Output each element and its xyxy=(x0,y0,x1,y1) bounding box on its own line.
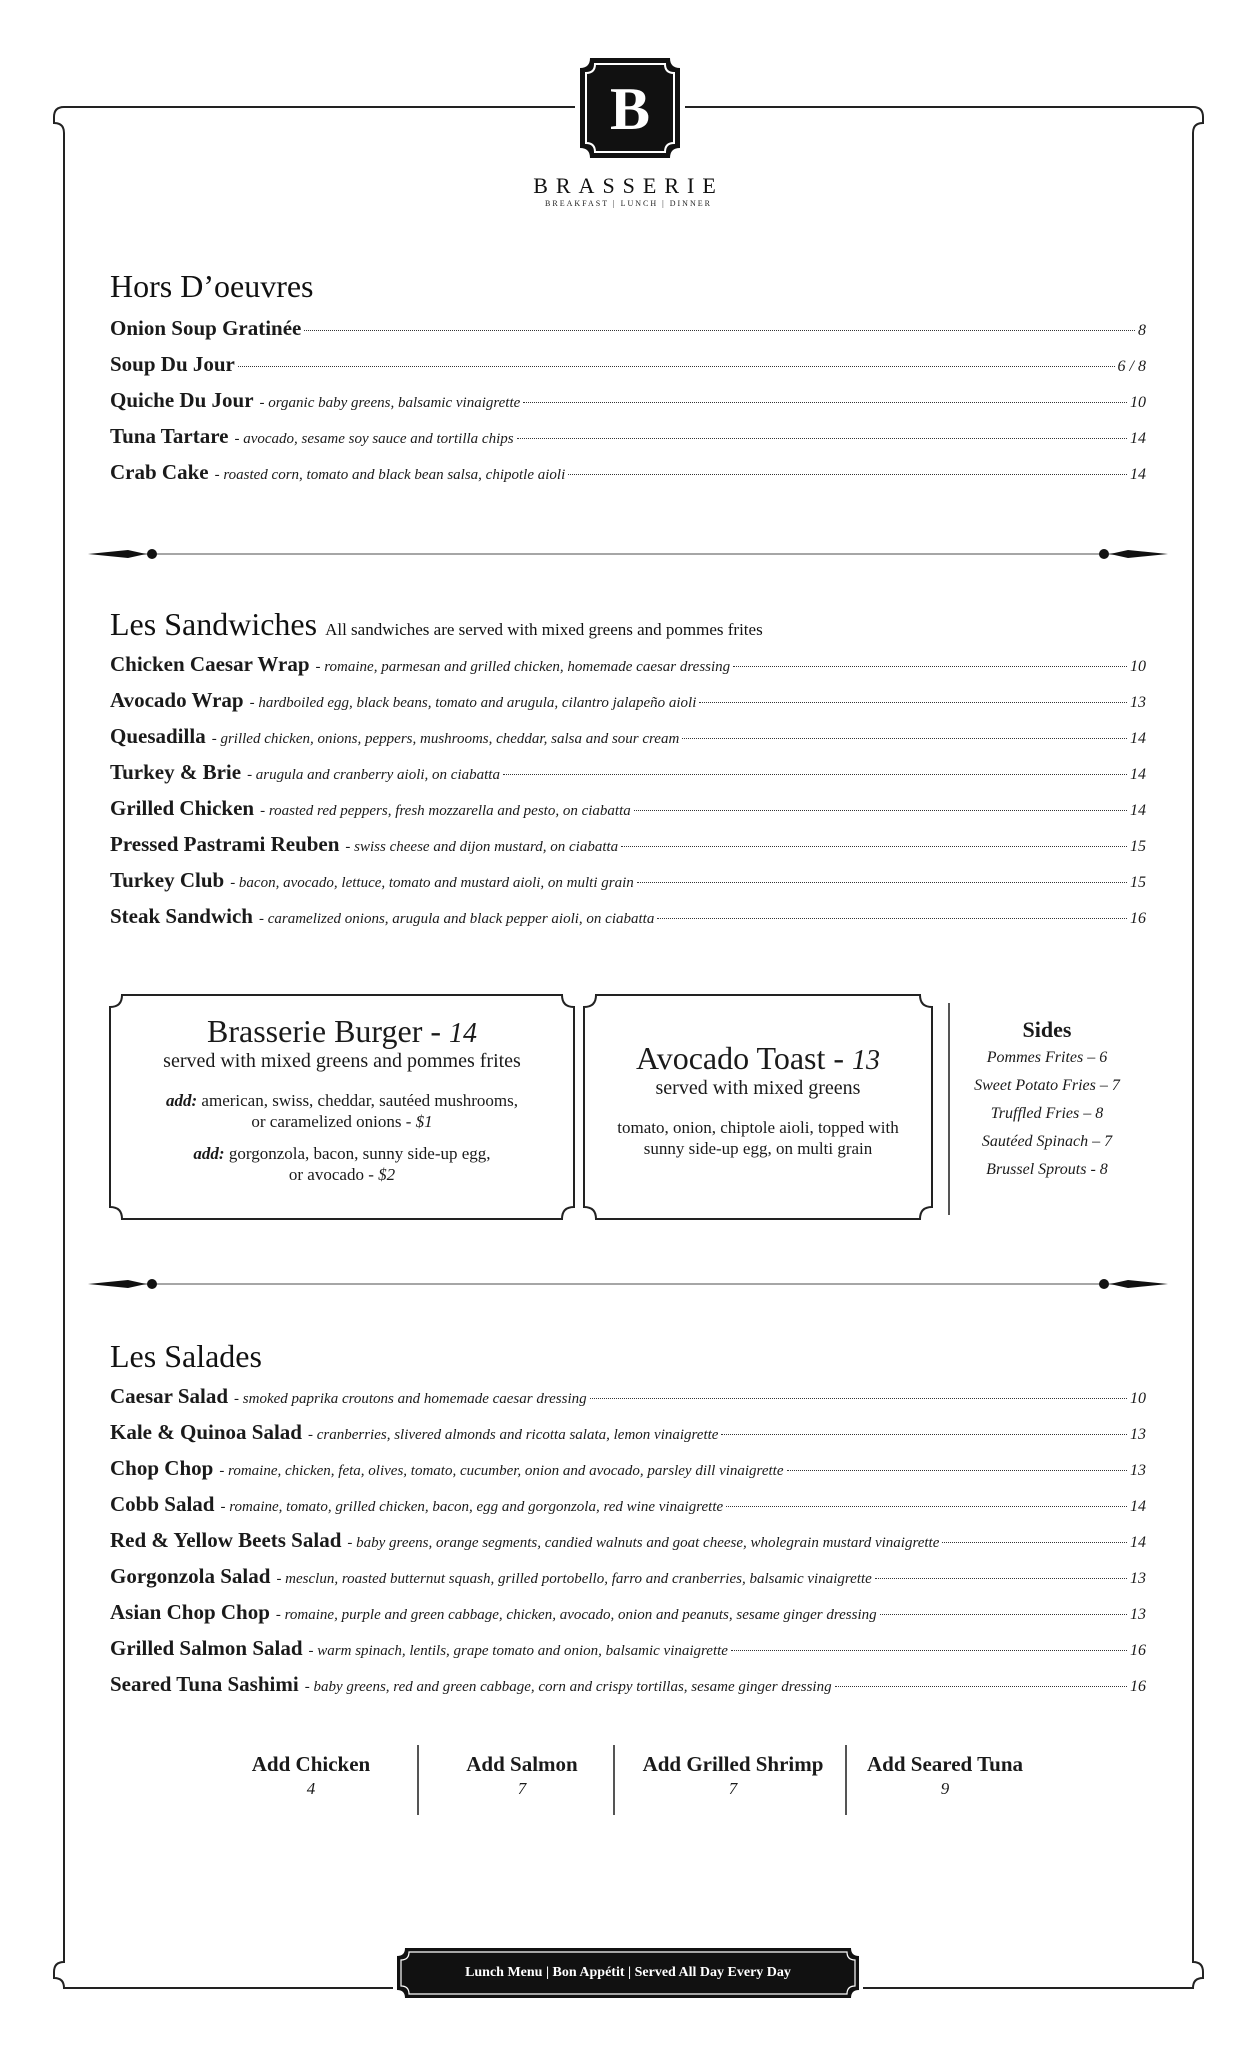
item-name: Onion Soup Gratinée xyxy=(110,316,302,340)
addon-price: 7 xyxy=(517,1779,527,1798)
dot-leader xyxy=(880,1614,1127,1615)
addon-item xyxy=(840,1752,1050,1799)
burger-add1-label: add: xyxy=(166,1091,198,1110)
item-price: 14 xyxy=(1130,730,1146,747)
item-description: - warm spinach, lentils, grape tomato and onion, balsamic vinaigrette xyxy=(308,1643,728,1659)
burger-add2 xyxy=(108,1143,576,1185)
dot-leader xyxy=(568,474,1127,475)
hors-item xyxy=(110,352,1146,382)
salad-item xyxy=(110,1564,1146,1594)
item-name: Red & Yellow Beets Salad xyxy=(110,1528,342,1552)
item-description: - romaine, chicken, feta, olives, tomato, cucumber, onion and avocado, parsley dill vinaigrette xyxy=(219,1463,784,1479)
sandwich-item xyxy=(110,904,1146,934)
item-price: 10 xyxy=(1130,658,1146,675)
sandwich-item xyxy=(110,868,1146,898)
dot-leader xyxy=(590,1398,1127,1399)
toast-title xyxy=(582,1040,934,1077)
item-description: - baby greens, orange segments, candied walnuts and goat cheese, wholegrain mustard vinaigrette xyxy=(347,1535,940,1551)
sandwich-item xyxy=(110,652,1146,682)
item-price: 14 xyxy=(1130,766,1146,783)
sandwich-item xyxy=(110,724,1146,754)
item-price: 10 xyxy=(1130,1390,1146,1407)
item-price: 14 xyxy=(1130,466,1146,483)
addon-item xyxy=(628,1752,838,1799)
toast-desc-line1: tomato, onion, chiptole aioli, topped with xyxy=(617,1118,899,1137)
dot-leader xyxy=(523,402,1127,403)
burger-add1-price: $1 xyxy=(415,1112,433,1131)
salad-item xyxy=(110,1636,1146,1666)
item-description: - bacon, avocado, lettuce, tomato and mustard aioli, on multi grain xyxy=(230,875,634,891)
item-name: Gorgonzola Salad xyxy=(110,1564,271,1588)
item-name: Steak Sandwich xyxy=(110,904,253,928)
logo-letter: B xyxy=(609,76,651,142)
item-description: - cranberries, slivered almonds and ricotta salata, lemon vinaigrette xyxy=(307,1427,719,1443)
dot-leader xyxy=(682,738,1127,739)
item-price: 16 xyxy=(1130,1678,1146,1695)
item-description: - arugula and cranberry aioli, on ciabatta xyxy=(247,767,500,783)
burger-subtitle: served with mixed greens and pommes frites xyxy=(163,1050,521,1072)
item-price: 8 xyxy=(1138,322,1146,339)
section-title-sandwiches xyxy=(110,606,763,643)
sides-title: Sides xyxy=(1022,1017,1072,1042)
item-description: - swiss cheese and dijon mustard, on ciabatta xyxy=(345,839,619,855)
toast-price: 13 xyxy=(852,1045,881,1076)
item-price: 15 xyxy=(1130,874,1146,891)
salad-item xyxy=(110,1492,1146,1522)
addon-name: Add Salmon xyxy=(466,1752,578,1776)
item-price: 15 xyxy=(1130,838,1146,855)
item-price: 14 xyxy=(1130,802,1146,819)
dot-leader xyxy=(304,330,1135,331)
section-title-hors: Hors D’oeuvres xyxy=(110,268,314,304)
burger-title xyxy=(108,1013,576,1050)
ornament-divider xyxy=(88,1276,1168,1292)
dot-leader xyxy=(942,1542,1127,1543)
brand-tagline: BREAKFAST | LUNCH | DINNER xyxy=(545,199,712,208)
side-item: Sweet Potato Fries – 7 xyxy=(974,1077,1120,1094)
item-description: - romaine, parmesan and grilled chicken, homemade caesar dressing xyxy=(315,659,731,675)
item-name: Turkey Club xyxy=(110,868,225,892)
item-description: - smoked paprika croutons and homemade caesar dressing xyxy=(234,1391,587,1407)
burger-add2-text: gorgonzola, bacon, sunny side-up egg, xyxy=(228,1144,491,1163)
salad-item xyxy=(110,1456,1146,1486)
brand-logo xyxy=(578,56,682,160)
dot-leader xyxy=(731,1650,1127,1651)
hors-item xyxy=(110,460,1146,490)
addon-name: Add Grilled Shrimp xyxy=(642,1752,824,1776)
dot-leader xyxy=(699,702,1127,703)
addon-item xyxy=(206,1752,416,1799)
item-description: - grilled chicken, onions, peppers, mushrooms, cheddar, salsa and sour cream xyxy=(211,731,680,747)
dot-leader xyxy=(733,666,1127,667)
sandwich-item xyxy=(110,832,1146,862)
item-price: 16 xyxy=(1130,1642,1146,1659)
dot-leader xyxy=(835,1686,1127,1687)
burger-title-text: Brasserie Burger - xyxy=(207,1013,441,1049)
burger-add1-text: american, swiss, cheddar, sautéed mushrooms, xyxy=(201,1091,518,1110)
item-name: Chop Chop xyxy=(110,1456,214,1480)
item-name: Chicken Caesar Wrap xyxy=(110,652,310,676)
addon-price: 4 xyxy=(306,1779,316,1798)
item-name: Tuna Tartare xyxy=(110,424,229,448)
addon-item xyxy=(417,1752,627,1799)
burger-price: 14 xyxy=(449,1018,477,1049)
salad-item xyxy=(110,1528,1146,1558)
item-name: Crab Cake xyxy=(110,460,209,484)
toast-desc-line2: sunny side-up egg, on multi grain xyxy=(643,1139,873,1158)
addon-separator xyxy=(417,1745,419,1815)
item-description: - romaine, tomato, grilled chicken, bacon, egg and gorgonzola, red wine vinaigrette xyxy=(220,1499,724,1515)
salad-item xyxy=(110,1384,1146,1414)
item-price: 10 xyxy=(1130,394,1146,411)
sandwich-item xyxy=(110,796,1146,826)
item-description: - roasted corn, tomato and black bean salsa, chipotle aioli xyxy=(214,467,566,483)
addon-price: 9 xyxy=(940,1779,950,1798)
sandwich-item xyxy=(110,688,1146,718)
sandwiches-note: All sandwiches are served with mixed greens and pommes frites xyxy=(325,620,763,639)
dot-leader xyxy=(637,882,1127,883)
burger-add2-price: $2 xyxy=(378,1165,396,1184)
item-name: Kale & Quinoa Salad xyxy=(110,1420,302,1444)
dot-leader xyxy=(721,1434,1127,1435)
toast-box xyxy=(582,993,934,1221)
addon-name: Add Seared Tuna xyxy=(866,1752,1024,1776)
dot-leader xyxy=(726,1506,1127,1507)
ornament-divider xyxy=(88,546,1168,562)
side-item: Sautéed Spinach – 7 xyxy=(981,1133,1113,1150)
item-name: Avocado Wrap xyxy=(110,688,244,712)
item-description: - romaine, purple and green cabbage, chicken, avocado, onion and peanuts, sesame ginger dressing xyxy=(275,1607,877,1623)
item-price: 13 xyxy=(1130,694,1146,711)
item-description: - baby greens, red and green cabbage, corn and crispy tortillas, sesame ginger dressing xyxy=(304,1679,832,1695)
side-item: Pommes Frites – 6 xyxy=(986,1049,1108,1066)
item-price: 6 / 8 xyxy=(1117,358,1146,375)
item-description: - roasted red peppers, fresh mozzarella and pesto, on ciabatta xyxy=(260,803,631,819)
salad-item xyxy=(110,1672,1146,1702)
item-name: Quesadilla xyxy=(110,724,206,748)
hors-item xyxy=(110,424,1146,454)
item-price: 14 xyxy=(1130,1498,1146,1515)
dot-leader xyxy=(621,846,1127,847)
addon-separator xyxy=(613,1745,615,1815)
side-item: Truffled Fries – 8 xyxy=(990,1105,1104,1122)
brand-name: BRASSERIE xyxy=(533,173,724,198)
sandwiches-title: Les Sandwiches xyxy=(110,606,318,642)
burger-add2-text2: or avocado - xyxy=(288,1165,374,1184)
dot-leader xyxy=(238,366,1115,367)
item-description: - organic baby greens, balsamic vinaigrette xyxy=(259,395,521,411)
addon-price: 7 xyxy=(728,1779,738,1798)
item-description: - hardboiled egg, black beans, tomato and arugula, cilantro jalapeño aioli xyxy=(249,695,697,711)
side-item: Brussel Sprouts - 8 xyxy=(986,1161,1108,1178)
item-price: 16 xyxy=(1130,910,1146,927)
burger-add1 xyxy=(108,1090,576,1132)
addon-name: Add Chicken xyxy=(251,1752,371,1776)
addon-separator xyxy=(845,1745,847,1815)
sandwich-item xyxy=(110,760,1146,790)
item-description: - mesclun, roasted butternut squash, grilled portobello, farro and cranberries, balsamic vinaigrette xyxy=(276,1571,872,1587)
sides-divider xyxy=(948,1003,950,1215)
section-title-salades: Les Salades xyxy=(110,1338,262,1374)
dot-leader xyxy=(517,438,1127,439)
dot-leader xyxy=(657,918,1127,919)
dot-leader xyxy=(634,810,1127,811)
item-description: - caramelized onions, arugula and black pepper aioli, on ciabatta xyxy=(258,911,655,927)
item-price: 13 xyxy=(1130,1426,1146,1443)
item-price: 14 xyxy=(1130,430,1146,447)
salad-item xyxy=(110,1420,1146,1450)
item-price: 13 xyxy=(1130,1606,1146,1623)
item-name: Cobb Salad xyxy=(110,1492,215,1516)
dot-leader xyxy=(875,1578,1127,1579)
item-name: Grilled Chicken xyxy=(110,796,255,820)
salad-item xyxy=(110,1600,1146,1630)
item-name: Grilled Salmon Salad xyxy=(110,1636,303,1660)
item-description: - avocado, sesame soy sauce and tortilla chips xyxy=(234,431,514,447)
toast-subtitle: served with mixed greens xyxy=(655,1077,861,1099)
item-name: Caesar Salad xyxy=(110,1384,229,1408)
burger-add1-text2: or caramelized onions - xyxy=(251,1112,412,1131)
item-name: Turkey & Brie xyxy=(110,760,242,784)
hors-item xyxy=(110,388,1146,418)
footer-text: Lunch Menu | Bon Appétit | Served All Day Every Day xyxy=(465,1965,791,1980)
toast-desc xyxy=(582,1117,934,1159)
item-price: 13 xyxy=(1130,1462,1146,1479)
toast-title-text: Avocado Toast - xyxy=(635,1040,845,1076)
item-name: Asian Chop Chop xyxy=(110,1600,270,1624)
burger-add2-label: add: xyxy=(193,1144,225,1163)
item-name: Seared Tuna Sashimi xyxy=(110,1672,299,1696)
item-price: 14 xyxy=(1130,1534,1146,1551)
item-name: Soup Du Jour xyxy=(110,352,235,376)
dot-leader xyxy=(503,774,1127,775)
item-price: 13 xyxy=(1130,1570,1146,1587)
dot-leader xyxy=(787,1470,1128,1471)
item-name: Quiche Du Jour xyxy=(110,388,254,412)
hors-item xyxy=(110,316,1146,346)
item-name: Pressed Pastrami Reuben xyxy=(110,832,340,856)
